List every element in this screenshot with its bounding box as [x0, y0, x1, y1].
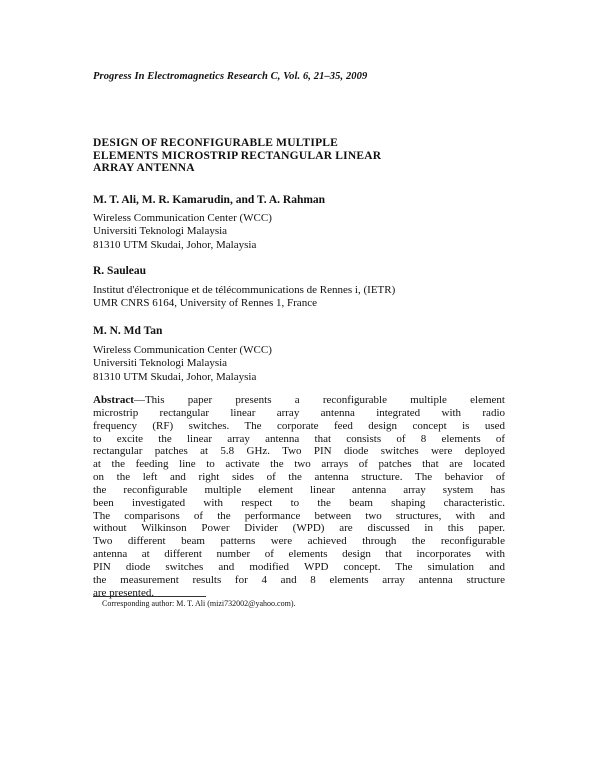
abstract-line: to excite the linear array antenna that consists of 8 elements of	[93, 432, 505, 445]
affiliation-line: 81310 UTM Skudai, Johor, Malaysia	[93, 238, 257, 251]
affiliation-line: Wireless Communication Center (WCC)	[93, 344, 272, 356]
abstract-line: frequency (RF) switches. The corporate feed design concept is used	[93, 419, 505, 432]
affiliation-line: Universiti Teknologi Malaysia	[93, 225, 228, 238]
footnote-divider	[93, 596, 206, 597]
affiliation-line: Institut d'électronique et de télécommunications de Rennes i, (IETR)	[93, 284, 396, 296]
affiliation-line: UMR CNRS 6164, University of Rennes 1, France	[93, 297, 317, 310]
affiliation-line: Universiti Teknologi Malaysia	[93, 357, 228, 370]
title-line: ARRAY ANTENNA	[93, 162, 195, 174]
abstract-line: been investigated with respect to the beam shaping characteristic.	[93, 496, 505, 509]
author-group-3: M. N. Md Tan	[93, 325, 163, 337]
footnote: Corresponding author: M. T. Ali (mizi732002@yahoo.com).	[102, 599, 296, 608]
abstract-line: Two different beam patterns were achieved through the reconfigurable	[93, 535, 505, 548]
abstract-first-line-text: —This paper presents a reconfigurable multiple element	[133, 394, 505, 406]
abstract-line: the reconfigurable multiple element linear antenna array system has	[93, 483, 505, 496]
abstract-line: PIN diode switches and modified WPD concept. The simulation and	[93, 560, 505, 573]
journal-header: Progress In Electromagnetics Research C, Vol. 6, 21–35, 2009	[93, 71, 368, 82]
affiliation-line: Wireless Communication Center (WCC)	[93, 212, 272, 224]
affiliation-2	[93, 284, 395, 311]
abstract-label: Abstract	[93, 394, 134, 406]
abstract-line: on the left and right sides of the antenna structure. The behavior of	[93, 471, 505, 484]
paper-title	[93, 137, 473, 175]
abstract-line: at the feeding line to activate the two arrays of patches that are located	[93, 458, 505, 471]
author-group-1: M. T. Ali, M. R. Kamarudin, and T. A. Rahman	[93, 194, 326, 206]
affiliation-1	[93, 212, 272, 252]
abstract	[93, 394, 505, 600]
abstract-line: microstrip rectangular linear array antenna integrated with radio	[93, 406, 505, 419]
abstract-line: without Wilkinson Power Divider (WPD) are discussed in this paper.	[93, 522, 505, 535]
abstract-line: rectangular patches at 5.8 GHz. Two PIN diode switches were deployed	[93, 445, 505, 458]
title-line: ELEMENTS MICROSTRIP RECTANGULAR LINEAR	[93, 149, 382, 162]
abstract-line: The comparisons of the performance between two structures, with and	[93, 509, 505, 522]
affiliation-line: 81310 UTM Skudai, Johor, Malaysia	[93, 370, 257, 383]
abstract-line: the measurement results for 4 and 8 elements array antenna structure	[93, 573, 505, 586]
title-line: DESIGN OF RECONFIGURABLE MULTIPLE	[93, 137, 339, 149]
abstract-line: antenna at different number of elements design that incorporates with	[93, 548, 505, 561]
author-group-2: R. Sauleau	[93, 265, 147, 277]
abstract-line: are presented.	[93, 586, 155, 599]
abstract-line	[93, 394, 505, 407]
affiliation-3	[93, 344, 272, 384]
